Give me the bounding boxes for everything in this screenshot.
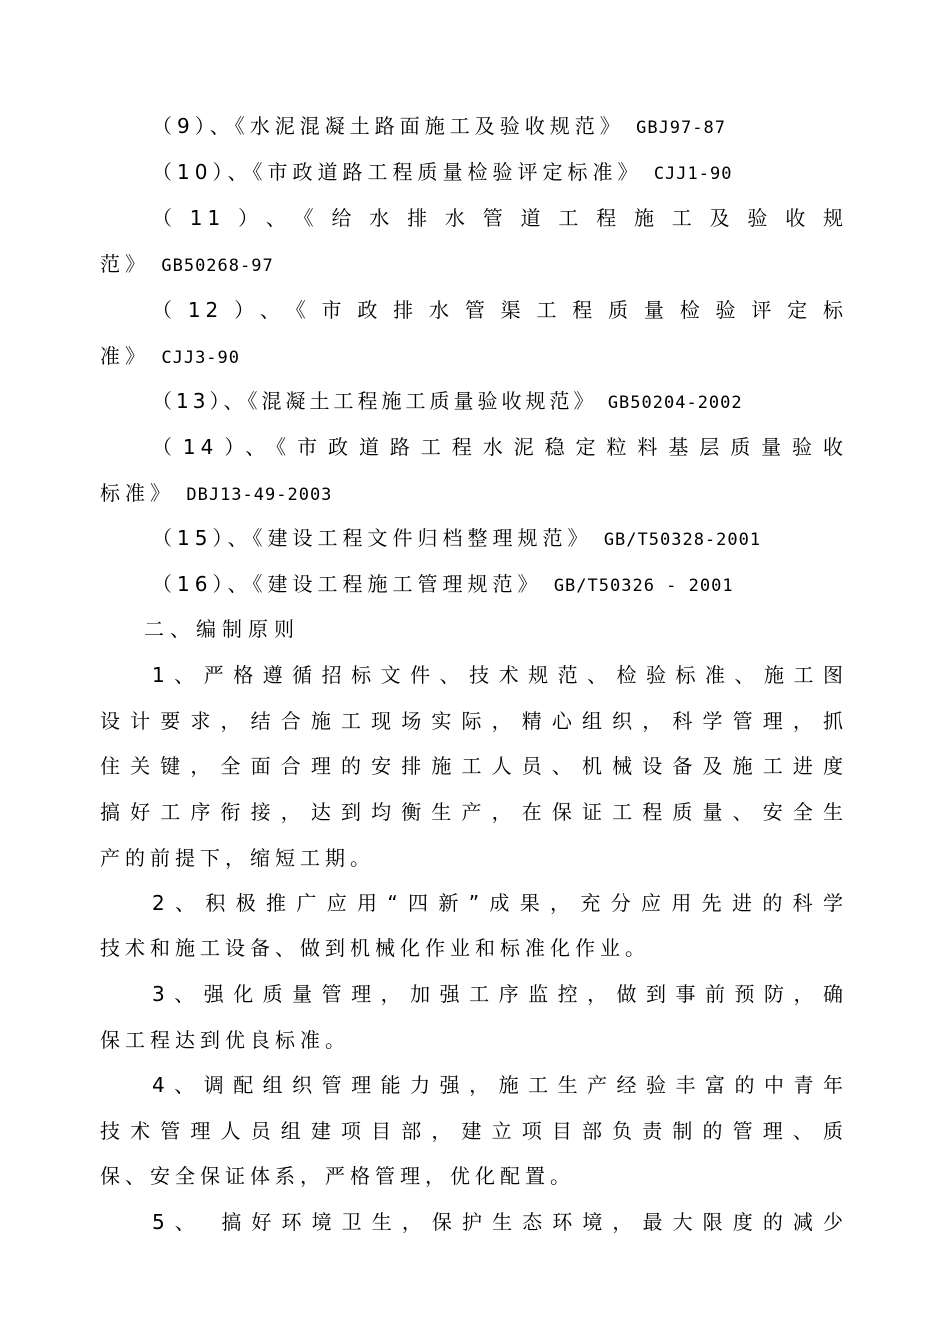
standard-code: GBJ97-87 — [636, 118, 726, 138]
standard-title: （13）、《混凝土工程施工质量验收规范》 — [152, 389, 598, 413]
standard-code: DBJ13-49-2003 — [186, 485, 333, 505]
paragraph-line: 4、调配组织管理能力强，施工生产经验丰富的中青年 — [152, 1073, 848, 1097]
paragraph-line: 保工程达到优良标准。 — [100, 1028, 350, 1052]
standard-item-11 — [152, 203, 848, 233]
paragraph-line: 5、 搞好环境卫生，保护生态环境，最大限度的减少 — [152, 1210, 848, 1234]
paragraph-line: 技术管理人员组建项目部，建立项目部负责制的管理、质 — [100, 1119, 848, 1143]
standard-item-15 — [152, 523, 848, 553]
standard-item-12 — [152, 295, 848, 325]
standard-item-10 — [152, 157, 848, 187]
paragraph-line: 技术和施工设备、做到机械化作业和标准化作业。 — [100, 936, 650, 960]
paragraph-line: 1、严格遵循招标文件、技术规范、检验标准、施工图 — [152, 663, 848, 687]
standard-title: （16）、《建设工程施工管理规范》 — [152, 572, 543, 596]
standard-code: CJJ3-90 — [161, 348, 241, 368]
standard-item-12-cont — [100, 341, 848, 371]
standard-title: （11）、《给水排水管道工程施工及验收规 — [152, 206, 848, 230]
paragraph-line: 产的前提下，缩短工期。 — [100, 846, 375, 870]
section-heading: 二、编制原则 — [144, 617, 300, 641]
paragraph-line: 3、强化质量管理，加强工序监控，做到事前预防，确 — [152, 982, 848, 1006]
standard-title: （14）、《市政道路工程水泥稳定粒料基层质量验收 — [152, 435, 848, 459]
standard-item-14-cont — [100, 478, 848, 508]
paragraph-line: 设计要求，结合施工现场实际，精心组织，科学管理，抓 — [100, 709, 848, 733]
paragraph-line: 保、安全保证体系，严格管理，优化配置。 — [100, 1164, 575, 1188]
standard-code: GB50268-97 — [161, 256, 274, 276]
standard-code: GB/T50328-2001 — [603, 530, 762, 550]
standard-title: （12）、《市政排水管渠工程质量检验评定标 — [152, 298, 848, 322]
standard-item-14 — [152, 432, 848, 462]
standard-item-16 — [152, 569, 848, 599]
paragraph-line: 2、积极推广应用“四新”成果，充分应用先进的科学 — [152, 891, 848, 915]
standard-code: GB50204-2002 — [607, 393, 743, 413]
standard-title: （9）、《水泥混凝土路面施工及验收规范》 — [152, 114, 625, 138]
standard-item-9 — [152, 111, 848, 141]
standard-title: （15）、《建设工程文件归档整理规范》 — [152, 526, 593, 550]
paragraph-line: 搞好工序衔接，达到均衡生产，在保证工程质量、安全生 — [100, 800, 848, 824]
standard-code: GB/T50326 - 2001 — [553, 576, 734, 596]
standard-title: 准》 — [100, 344, 150, 368]
standard-code: CJJ1-90 — [653, 164, 733, 184]
standard-item-13 — [152, 386, 848, 416]
paragraph-line: 住关键，全面合理的安排施工人员、机械设备及施工进度 — [100, 754, 848, 778]
standard-title: 标准》 — [100, 481, 175, 505]
standard-title: （10）、《市政道路工程质量检验评定标准》 — [152, 160, 643, 184]
standard-item-11-cont — [100, 249, 848, 279]
standard-title: 范》 — [100, 252, 150, 276]
